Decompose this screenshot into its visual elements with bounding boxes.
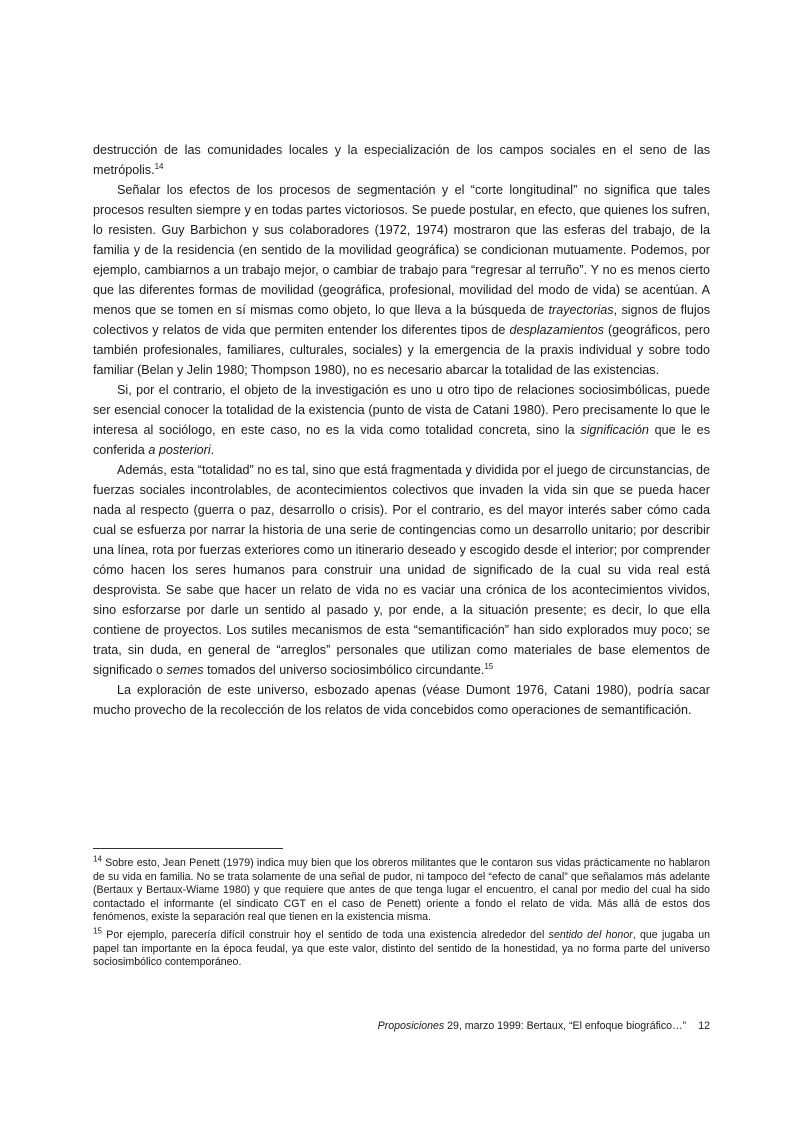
footnote-15: $^{15}$ Por ejemplo, parecería difícil construir hoy el sentido de toda una existencia alrededor del sentido del honor, que jugaba un papel tan importante en la época feudal, ya que este valor, distinto del sentido de la honestidad, ya no forma parte del universo sociosimbólico contemporáneo. [93,926,710,969]
footnote-number: 14 [93,854,102,864]
journal-name: Proposiciones [377,1020,445,1032]
paragraph-2: Señalar los efectos de los procesos de segmentación y el “corte longitudinal” no significa que tales procesos resulten siempre y en todas partes victoriosos. Se puede postular, en efecto, que quienes los sufren, lo resisten. Guy Barbichon y sus colaboradores (1972, 1974) mostraron que las esferas del trabajo, de la familia y de la residencia (en sentido de la movilidad geográfica) se condicionan mutuamente. Podemos, por ejemplo, cambiarnos a un trabajo mejor, o cambiar de trabajo para “regresar al terruño”. Y no es menos cierto que las diferentes formas de movilidad (geográfica, profesional, movilidad del modo de vida) se acentúan. A menos que se tomen en sí mismas como objeto, lo que lleva a la búsqueda de trayectorias, signos de flujos colectivos y relatos de vida que permiten entender los diferentes tipos de desplazamientos (geográficos, pero también profesionales, familiares, culturales, sociales) y la emergencia de la praxis individual y sobre todo familiar (Belan y Jelin 1980; Thompson 1980), no es necesario abarcar la totalidad de las existencias. [93,183,710,377]
footnote-ref-15[interactable]: 15 [484,661,494,671]
footnote-14: $^{14}$ Sobre esto, Jean Penett (1979) indica muy bien que los obreros militantes que le contaron sus vidas prácticamente no hablaron de su vida en familia. No se trata solamente de una señal de pudor, ni tampoco del “efecto de canal” que señalamos más adelante (Bertaux y Bertaux-Wiame 1980) y que requiere que antes de que tenga lugar el encuentro, el canal por medio del cual ha sido contactado el informante (el sindicato CGT en el caso de Penett) oriente a fondo el relato de vida. Más allá de estos dos fenómenos, existe la separación real que tienen en la existencia misma. [93,854,710,924]
paragraph-3: Si, por el contrario, el objeto de la investigación es uno u otro tipo de relaciones sociosimbólicas, puede ser esencial conocer la totalidad de la existencia (punto de vista de Catani 1980). Pero precisamente lo que le interesa al sociólogo, en este caso, no es la vida como totalidad concreta, sino la significación que le es conferida a posteriori. [93,383,710,457]
footnotes [93,854,710,974]
footnote-number: 15 [93,926,102,936]
citation: 29, marzo 1999: Bertaux, “El enfoque biográfico…” [444,1020,687,1032]
footnote-ref-14[interactable]: 14 [154,161,164,171]
paragraph-1: destrucción de las comunidades locales y la especialización de los campos sociales en el seno de las metrópolis.$^{14}$ [93,143,710,177]
paragraph-4: Además, esta “totalidad” no es tal, sino que está fragmentada y dividida por el juego de circunstancias, de fuerzas sociales incontrolables, de acontecimientos colectivos que invaden la vida sin que se pueda hacer nada al respecto (guerra o paz, desarrollo o crisis). Por el contrario, es del mayor interés saber cómo cada cual se esfuerza por narrar la historia de una serie de contingencias como un desarrollo unitario; por describir una línea, rota por fuerzas exteriores como un itinerario deseado y escogido desde el interior; por comprender cómo hacen los seres humanos para construir una unidad de significado de la cual su vida real está desprovista. Se sabe que hacer un relato de vida no es vaciar una crónica de los acontecimientos vividos, sino esforzarse por darle un sentido al pasado y, por ende, a la situación presente; es decir, lo que ella contiene de proyectos. Los sutiles mecanismos de esta “semantificación” han sido explorados muy poco; se trata, sin duda, en general de “arreglos” personales que utilizan como materiales de base elementos de significado o semes tomados del universo sociosimbólico circundante.$^{15}$ [93,463,710,677]
main-text [93,140,710,720]
paragraph-5: La exploración de este universo, esbozado apenas (véase Dumont 1976, Catani 1980), podría sacar mucho provecho de la recolección de los relatos de vida concebidos como operaciones de semantificación. [93,683,710,717]
footnote-divider [93,848,283,849]
running-footer [93,1019,710,1033]
page-number: 12 [698,1020,710,1032]
